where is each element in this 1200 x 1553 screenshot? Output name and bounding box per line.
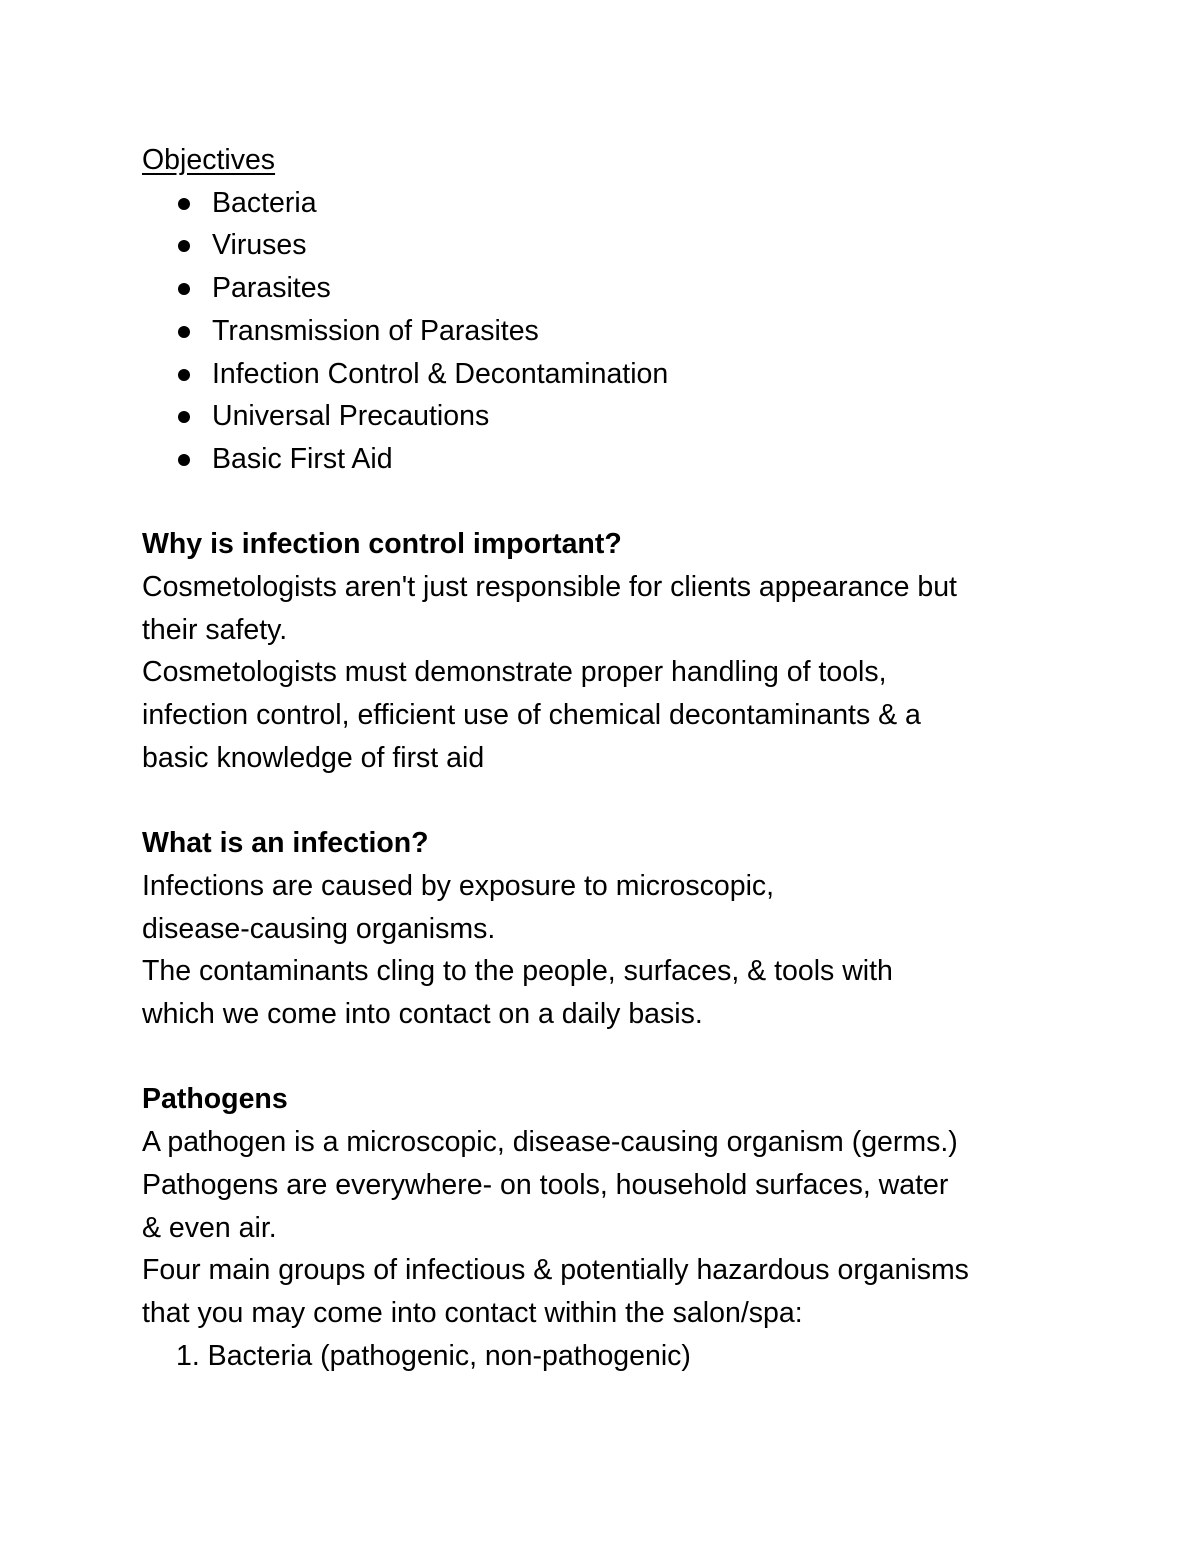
bullet-icon [178,283,190,295]
body-line: which we come into contact on a daily basis. [142,998,703,1031]
bullet-icon [178,369,190,381]
list-item [212,438,1102,481]
list-item-text: Universal Precautions [212,400,490,433]
list-item [212,224,1102,267]
list-item [212,267,1102,310]
why-important-heading: Why is infection control important? [142,528,622,561]
what-is-infection-heading: What is an infection? [142,827,429,860]
list-item [212,182,1102,225]
body-line: disease-causing organisms. [142,912,496,945]
list-item-text: Viruses [212,229,307,262]
blank-line [142,780,1102,823]
list-item: 1. Bacteria (pathogenic, non-pathogenic) [176,1339,691,1372]
body-line: Pathogens are everywhere- on tools, household surfaces, water [142,1168,949,1201]
objectives-heading: Objectives [142,144,276,176]
document-page [142,139,1102,1377]
body-line: Four main groups of infectious & potentially hazardous organisms [142,1254,969,1287]
bullet-icon [178,240,190,252]
bullet-icon [178,454,190,466]
bullet-icon [178,411,190,423]
body-line: The contaminants cling to the people, surfaces, & tools with [142,955,893,988]
bullet-icon [178,326,190,338]
body-line: A pathogen is a microscopic, disease-causing organism (germs.) [142,1126,958,1159]
body-line: infection control, efficient use of chemical decontaminants & a [142,699,921,732]
body-line: Cosmetologists must demonstrate proper handling of tools, [142,656,887,689]
blank-line [142,481,1102,524]
list-item [212,353,1102,396]
blank-line [142,1036,1102,1079]
body-line: basic knowledge of first aid [142,741,485,774]
bullet-icon [178,198,190,210]
body-line: their safety. [142,613,288,646]
list-item-text: Basic First Aid [212,442,393,475]
list-item-text: Transmission of Parasites [212,314,539,347]
body-line: that you may come into contact within the salon/spa: [142,1296,803,1329]
list-item [212,310,1102,353]
list-item [212,395,1102,438]
list-item-text: Infection Control & Decontamination [212,357,669,390]
list-item-text: Parasites [212,272,331,305]
objectives-list [142,182,1102,481]
list-item-text: Bacteria [212,186,317,219]
body-line: & even air. [142,1211,277,1244]
body-line: Infections are caused by exposure to microscopic, [142,869,775,902]
pathogens-heading: Pathogens [142,1083,288,1116]
pathogen-groups-list [142,1335,1102,1378]
body-line: Cosmetologists aren't just responsible for clients appearance but [142,571,957,604]
